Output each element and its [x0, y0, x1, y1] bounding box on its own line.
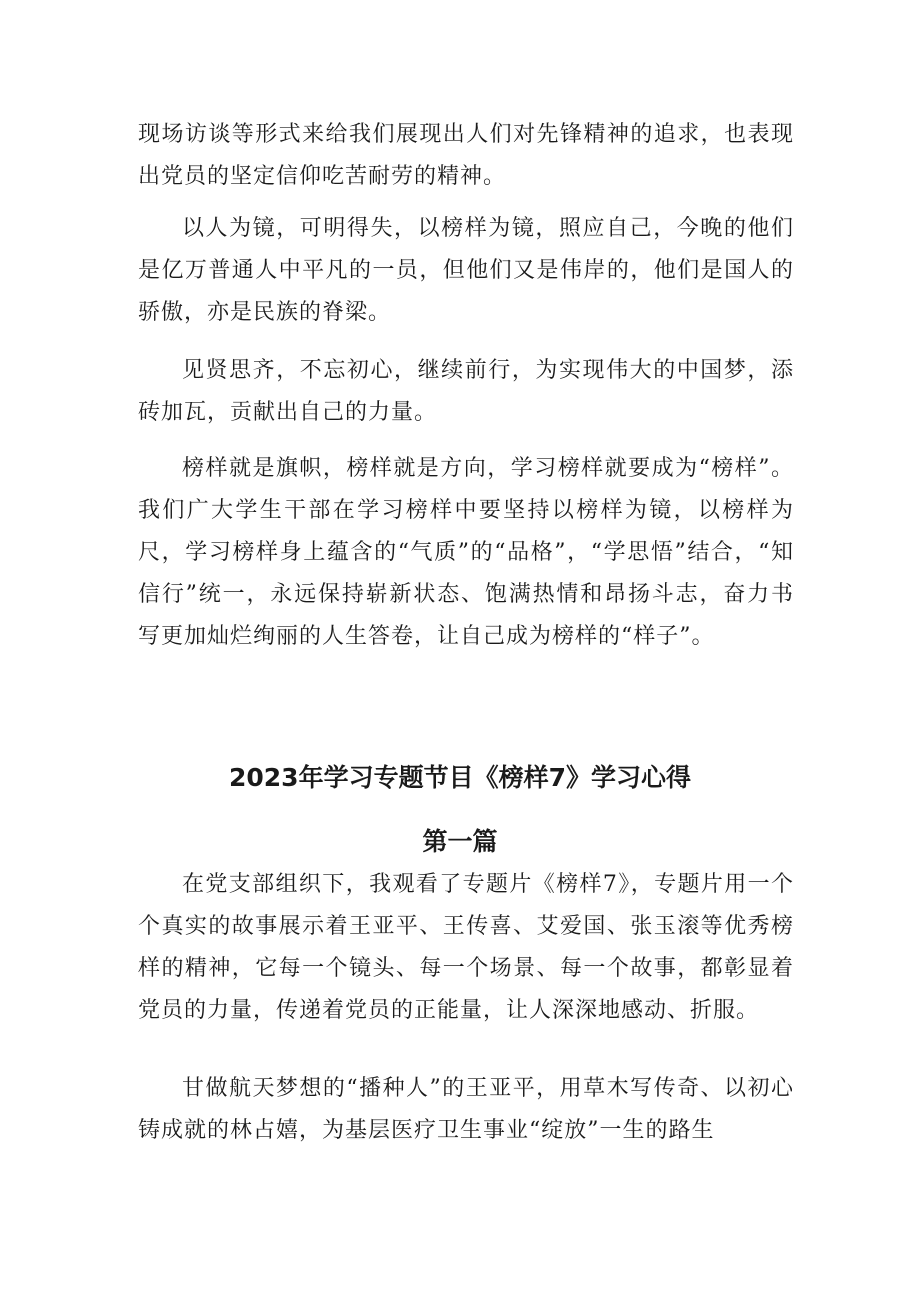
paragraph-wang-yaping: 甘做航天梦想的“播种人”的王亚平，用草木写传奇、以初心铸成就的林占嬉，为基层医疗卫生事业“绽放”一生的路生: [138, 1076, 794, 1143]
paragraph-role-model-flag: 榜样就是旗帜，榜样就是方向，学习榜样就要成为“榜样”。我们广大学生干部在学习榜样中要坚持以榜样为镜，以榜样为尺，学习榜样身上蕴含的“气质”的“品格”，“学思悟”结合，“知信行”统一，永远保持崭新状态、饱满热情和昂扬斗志，奋力书写更加灿烂绚丽的人生答卷，让自己成为榜样的“样子”。: [138, 456, 794, 649]
paragraph-continued: 现场访谈等形式来给我们展现出人们对先锋精神的追求，也表现出党员的坚定信仰吃苦耐劳的精神。: [138, 122, 794, 189]
paragraph-mirror: 以人为镜，可明得失，以榜样为镜，照应自己，今晚的他们是亿万普通人中平凡的一员，但他们又是伟岸的，他们是国人的骄傲，亦是民族的脊梁。: [138, 216, 794, 325]
document-title: 2023年学习专题节目《榜样7》学习心得: [229, 763, 691, 792]
section-heading: 第一篇: [422, 827, 498, 856]
paragraph-party-branch: 在党支部组织下，我观看了专题片《榜样7》，专题片用一个个真实的故事展示着王亚平、王传喜、艾爱国、张玉滚等优秀榜样的精神，它每一个镜头、每一个场景、每一个故事，都彰显着党员的力量，传递着党员的正能量，让人深深地感动、折服。: [138, 872, 794, 1023]
paragraph-see-virtue: 见贤思齐，不忘初心，继续前行，为实现伟大的中国梦，添砖加瓦，贡献出自己的力量。: [138, 358, 794, 425]
